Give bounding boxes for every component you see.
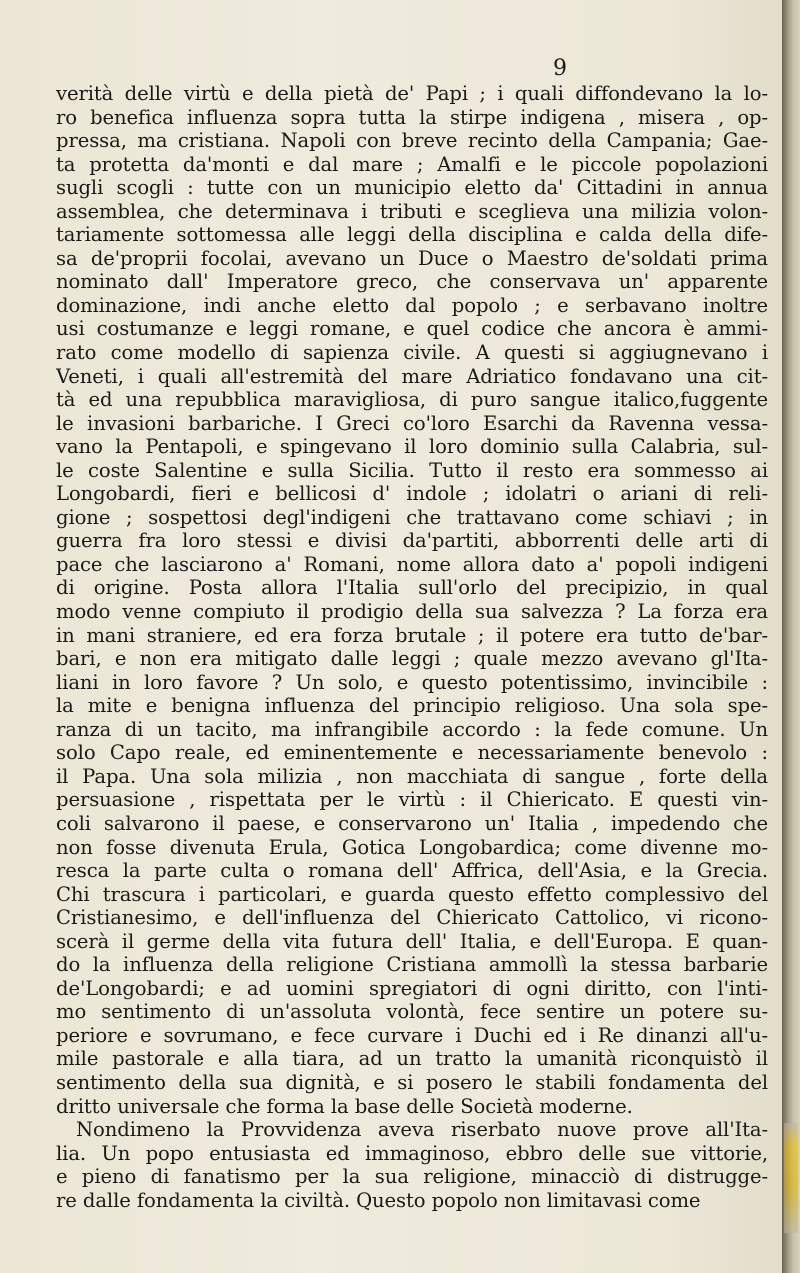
text-line: sugli scogli : tutte con un municipio eletto da' Cittadini in annua — [56, 176, 768, 200]
text-line: vano la Pentapoli, e spingevano il loro dominio sulla Calabria, sul- — [56, 435, 768, 459]
text-line: sentimento della sua dignità, e si posero le stabili fondamenta del — [56, 1070, 768, 1094]
text-line: Veneti, i quali all'estremità del mare Adriatico fondavano una cit- — [56, 364, 768, 388]
text-line: tariamente sottomessa alle leggi della disciplina e calda della dife- — [56, 223, 768, 247]
text-line: ranza di un tacito, ma infrangibile accordo : la fede comune. Un — [56, 717, 768, 741]
text-line: modo venne compiuto il prodigio della sua salvezza ? La forza era — [56, 600, 768, 624]
text-line: Nondimeno la Provvidenza aveva riserbato nuove prove all'Ita- — [76, 1118, 768, 1142]
text-line: non fosse divenuta Erula, Gotica Longobardica; come divenne mo- — [56, 835, 768, 859]
binding-marker — [784, 1123, 798, 1233]
text-line: resca la parte culta o romana dell' Affrica, dell'Asia, e la Grecia. — [56, 859, 768, 883]
text-line: pressa, ma cristiana. Napoli con breve recinto della Campania; Gae- — [56, 129, 768, 153]
text-line: in mani straniere, ed era forza brutale ; il potere era tutto de'bar- — [56, 623, 768, 647]
text-line: coli salvarono il paese, e conservarono un' Italia , impedendo che — [56, 811, 768, 835]
text-line: scerà il germe della vita futura dell' Italia, e dell'Europa. E quan- — [56, 929, 768, 953]
page-number: 9 — [553, 56, 567, 81]
text-line: dritto universale che forma la base delle Società moderne. — [56, 1094, 633, 1118]
text-line: il Papa. Una sola milizia , non macchiata di sangue , forte della — [56, 764, 768, 788]
text-line: re dalle fondamenta la civiltà. Questo popolo non limitavasi come — [56, 1188, 701, 1212]
text-line: de'Longobardi; e ad uomini spregiatori di ogni diritto, con l'inti- — [56, 976, 768, 1000]
text-line: persuasione , rispettata per le virtù : il Chiericato. E questi vin- — [56, 788, 768, 812]
text-line: assemblea, che determinava i tributi e sceglieva una milizia volon- — [56, 199, 768, 223]
text-line: solo Capo reale, ed eminentemente e necessariamente benevolo : — [56, 741, 768, 765]
body-text — [56, 82, 768, 1212]
page-edge-shadow — [782, 0, 800, 1273]
text-line: usi costumanze e leggi romane, e quel codice che ancora è ammi- — [56, 317, 768, 341]
text-line: pace che lasciarono a' Romani, nome allora dato a' popoli indigeni — [56, 552, 768, 576]
text-line: dominazione, indi anche eletto dal popolo ; e serbavano inoltre — [56, 293, 768, 317]
text-line: le coste Salentine e sulla Sicilia. Tutto il resto era sommesso ai — [56, 458, 768, 482]
text-line: Chi trascura i particolari, e guarda questo effetto complessivo del — [56, 882, 768, 906]
text-line: bari, e non era mitigato dalle leggi ; quale mezzo avevano gl'Ita- — [56, 647, 768, 671]
text-line: di origine. Posta allora l'Italia sull'orlo del precipizio, in qual — [56, 576, 768, 600]
text-line: lia. Un popo entusiasta ed immaginoso, ebbro delle sue vittorie, — [56, 1141, 768, 1165]
text-line: periore e sovrumano, e fece curvare i Duchi ed i Re dinanzi all'u- — [56, 1023, 768, 1047]
text-line: mo sentimento di un'assoluta volontà, fece sentire un potere su- — [56, 1000, 768, 1024]
text-line: la mite e benigna influenza del principio religioso. Una sola spe- — [56, 694, 768, 718]
text-line: Longobardi, fieri e bellicosi d' indole ; idolatri o ariani di reli- — [56, 482, 768, 506]
text-line: ro benefica influenza sopra tutta la stirpe indigena , misera , op- — [56, 105, 768, 129]
text-line: Cristianesimo, e dell'influenza del Chiericato Cattolico, vi ricono- — [56, 906, 768, 930]
text-line: sa de'proprii focolai, avevano un Duce o Maestro de'soldati prima — [56, 246, 768, 270]
text-line: le invasioni barbariche. I Greci co'loro Esarchi da Ravenna vessa- — [56, 411, 768, 435]
text-line: guerra fra loro stessi e divisi da'partiti, abborrenti delle arti di — [56, 529, 768, 553]
text-line: verità delle virtù e della pietà de' Papi ; i quali diffondevano la lo- — [56, 82, 768, 105]
text-line: liani in loro favore ? Un solo, e questo potentissimo, invincibile : — [56, 670, 768, 694]
text-line: gione ; sospettosi degl'indigeni che trattavano come schiavi ; in — [56, 505, 768, 529]
text-line: nominato dall' Imperatore greco, che conservava un' apparente — [56, 270, 768, 294]
text-line: do la influenza della religione Cristiana ammollì la stessa barbarie — [56, 953, 768, 977]
text-line: mile pastorale e alla tiara, ad un tratto la umanità riconquistò il — [56, 1047, 768, 1071]
text-line: ta protetta da'monti e dal mare ; Amalfi e le piccole popolazioni — [56, 152, 768, 176]
text-line: rato come modello di sapienza civile. A questi si aggiugnevano i — [56, 341, 768, 365]
text-line: tà ed una repubblica maravigliosa, di puro sangue italico,fuggente — [56, 388, 768, 412]
text-line: e pieno di fanatismo per la sua religione, minacciò di distrugge- — [56, 1165, 768, 1189]
